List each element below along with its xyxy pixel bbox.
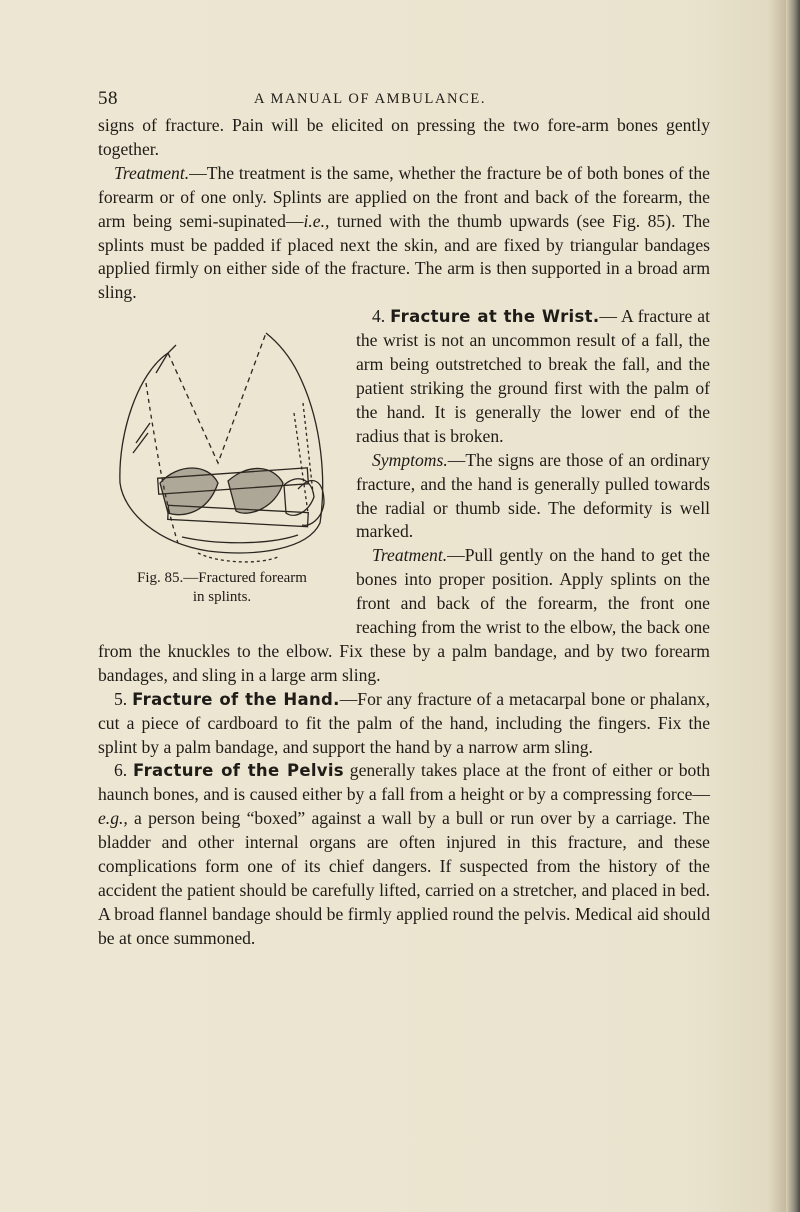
hand-text: —For any fracture of a metacarpal bone or phalanx, cut a piece of cardboard to fit the palm of the hand, including the fingers. Fix the splint by a palm bandage, and support the hand by a narrow arm sling.	[98, 688, 710, 757]
pelvis-text-a: generally takes place at the front of either or both haunch bones, and is caused either by a fall from a height or by a compressing force—	[98, 760, 711, 805]
section-number: 4.	[372, 306, 386, 327]
treatment-text-tail: turned with the thumb upwards (see Fig. 85). The splints must be padded if placed next the skin, and are fixed by triangular bandages applied firmly on either side of the fracture. The arm is then supported in a broad arm sling.	[98, 210, 710, 303]
paragraph-treatment-forearm	[98, 162, 710, 305]
caption-line-1: Fig. 85.—Fractured forearm	[137, 570, 307, 587]
treatment-heading: Treatment.	[114, 162, 190, 183]
section-number-6: 6.	[114, 760, 128, 781]
page-edge	[786, 0, 800, 1212]
forearm-splint-illustration	[98, 313, 346, 568]
pelvis-text-b: a person being “boxed” against a wall by a bull or run over by a carriage. The bladder and other internal organs are often injured in this fracture, and these complications form one of its chief dangers. If suspected from the history of the accident the patient should be carefully lifted, carried on a stretcher, and placed in bed. A broad flannel bandage should be firmly applied round the pelvis. Medical aid should be at once summoned.	[98, 808, 710, 948]
figure-fractured-forearm	[98, 305, 346, 630]
body-text	[98, 114, 710, 951]
section-heading-pelvis: Fracture of the Pelvis	[133, 761, 344, 781]
page-header	[98, 88, 710, 110]
section-number-5: 5.	[114, 688, 128, 709]
ie-abbrev: i.e.,	[303, 210, 330, 231]
symptoms-heading: Symptoms.	[372, 449, 448, 470]
paragraph-fracture-hand	[98, 688, 710, 760]
symptoms-text: —The signs are those of an ordinary fracture, and the hand is generally pulled towards the radial or thumb side. The deformity is well marked.	[356, 449, 710, 542]
paragraph-fracture-pelvis	[98, 759, 710, 950]
paragraph-continuation: signs of fracture. Pain will be elicited on pressing the two fore-arm bones gently together.	[98, 115, 710, 159]
treatment-text: —The treatment is the same, whether the fracture be of both bones of the forearm or of one only. Splints are applied on the front and back of the forearm, the arm being semi-supinated—	[98, 162, 710, 231]
section-heading-hand: Fracture of the Hand.	[132, 689, 340, 709]
section-heading-wrist: Fracture at the Wrist.	[390, 307, 600, 327]
treatment-heading-2: Treatment.	[372, 545, 448, 566]
wrist-text: — A fracture at the wrist is not an uncommon result of a fall, the arm being outstretched to break the fall, and the patient striking the ground first with the palm of the hand. It is generally the lower end of the radius that is broken.	[356, 306, 710, 446]
running-head: A MANUAL OF AMBULANCE.	[254, 91, 487, 107]
figure-caption	[98, 569, 346, 607]
eg-abbrev: e.g.,	[98, 808, 128, 829]
treatment-text-2: —Pull gently on the hand to get the bones into proper position. Apply splints on the front and back of the forearm, the front one reaching from the wrist to the elbow, the back one from the knuckles to the elbow. Fix these by a palm bandage, and by two forearm bandages, and sling in a large arm sling.	[98, 545, 710, 685]
page-number: 58	[98, 88, 118, 109]
caption-line-2: in splints.	[192, 589, 252, 606]
